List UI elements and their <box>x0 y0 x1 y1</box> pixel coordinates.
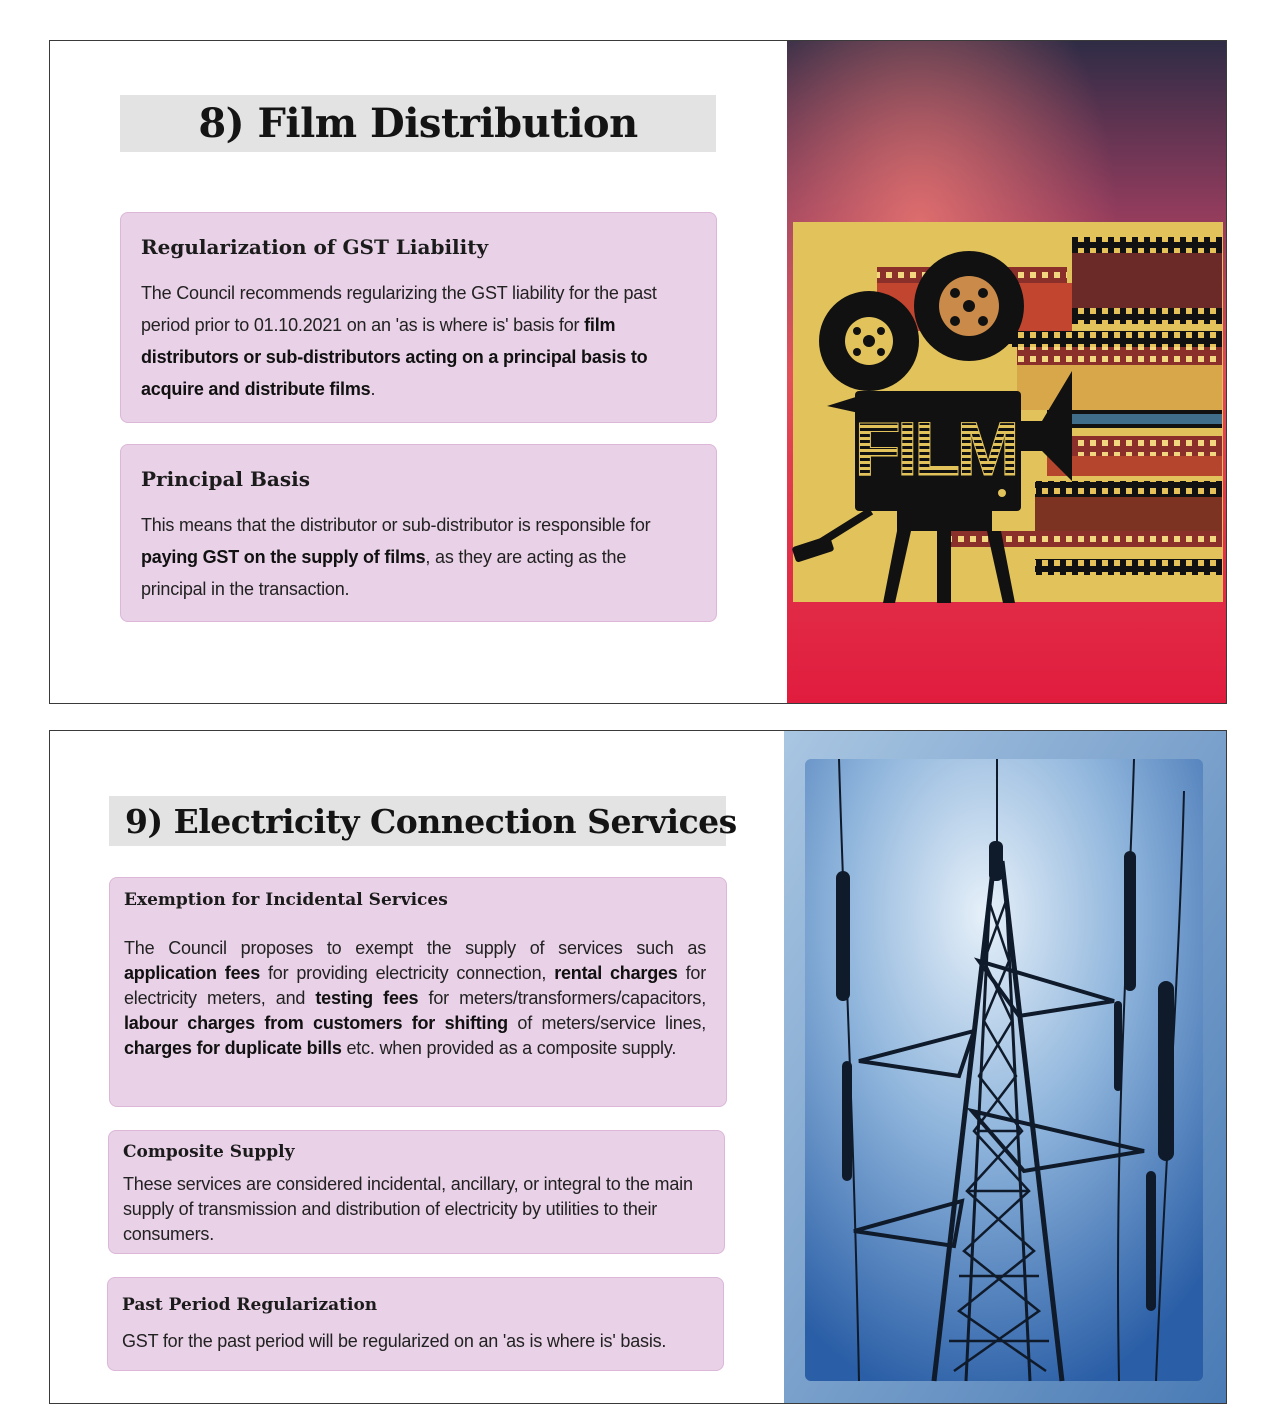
bold-segment: labour charges from customers for shifting <box>124 1013 508 1033</box>
card-exemption-incidental <box>109 877 727 1107</box>
slide-title: 9) Electricity Connection Services <box>125 801 737 841</box>
card-heading: Exemption for Incidental Services <box>124 890 448 910</box>
bold-segment: charges for duplicate bills <box>124 1038 342 1058</box>
card-composite-supply <box>108 1130 725 1254</box>
slide-title-bar <box>109 796 737 846</box>
transmission-tower-illustration <box>784 731 1227 1404</box>
text-segment: of meters/service lines, <box>507 1013 706 1033</box>
slide-film-distribution <box>49 40 1227 704</box>
slide-electricity-connection <box>49 730 1227 1404</box>
film-camera-illustration <box>787 41 1227 704</box>
slide-title-bar <box>120 95 716 152</box>
bold-segment: rental charges <box>554 963 678 983</box>
text-segment: for meters/transformers/capacitors, <box>418 988 706 1008</box>
card-heading: Principal Basis <box>141 467 310 491</box>
card-heading: Regularization of GST Liability <box>141 235 489 259</box>
card-past-period <box>107 1277 724 1371</box>
bold-segment: testing fees <box>315 988 419 1008</box>
card-principal-basis <box>120 444 717 622</box>
text-segment: for electricity meters, and <box>124 963 706 1008</box>
text-segment: for providing electricity connection, <box>260 963 555 983</box>
card-regularization-gst <box>120 212 717 423</box>
bold-segment: application fees <box>124 963 261 983</box>
card-text: This means that the distributor or sub-distributor is responsible for paying GST on the supply of films, as they are acting as the principal in the transaction. <box>141 515 651 599</box>
card-heading: Composite Supply <box>123 1142 295 1162</box>
card-text: The Council recommends regularizing the GST liability for the past period prior to 01.10.2021 on an 'as is where is' basis for film distributors or sub-distributors acting on a principal basis to acquire and distribute films. <box>141 283 657 399</box>
card-text: These services are considered incidental, ancillary, or integral to the main supply of transmission and distribution of electricity by utilities to their consumers. <box>123 1174 693 1244</box>
card-text <box>124 936 706 1061</box>
card-text: GST for the past period will be regularized on an 'as is where is' basis. <box>122 1331 667 1351</box>
card-heading: Past Period Regularization <box>122 1295 378 1315</box>
film-label: FILM <box>854 407 1016 492</box>
slide-title: 8) Film Distribution <box>198 100 638 147</box>
text-segment: The Council proposes to exempt the supply of services such as <box>124 938 706 958</box>
text-segment: etc. when provided as a composite supply. <box>341 1038 677 1058</box>
